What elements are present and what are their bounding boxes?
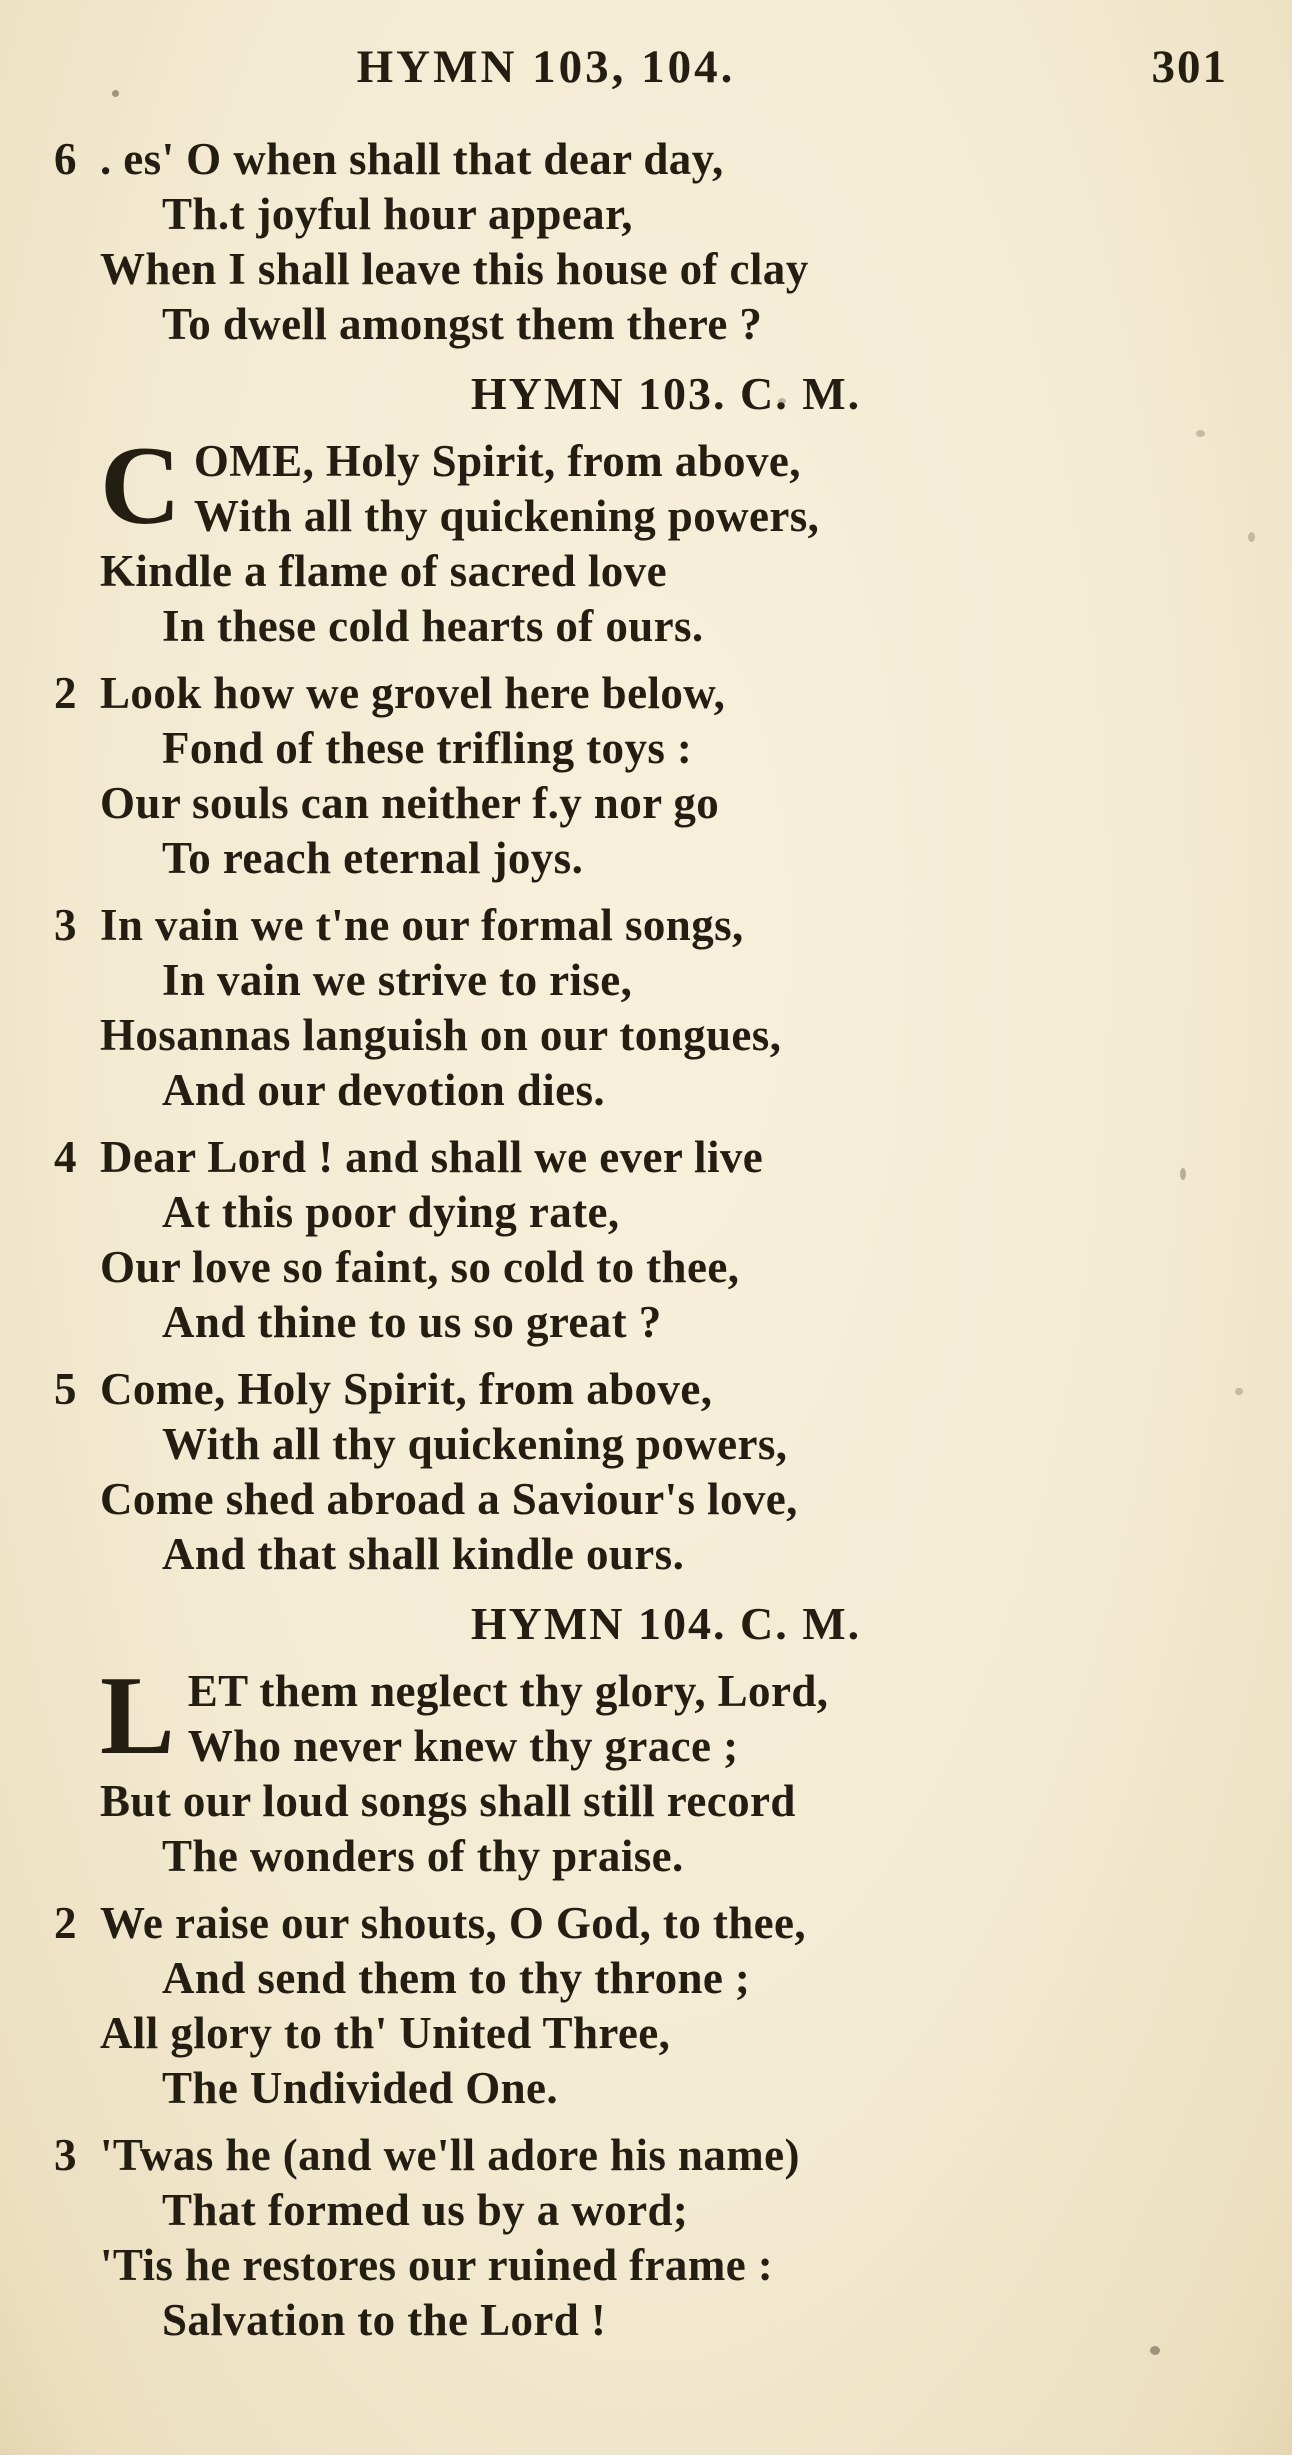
verse-line: The Undivided One. [162, 2063, 559, 2113]
scan-speck [1150, 2346, 1160, 2355]
verse-line: But our loud songs shall still record [100, 1776, 796, 1826]
hymn-text [0, 104, 1292, 2348]
verse-line: Hosannas languish on our tongues, [100, 1010, 782, 1060]
verse-line: Come shed abroad a Saviour's love, [100, 1474, 798, 1524]
verse-line: Kindle a flame of sacred love [100, 546, 667, 596]
verse-line: To dwell amongst them there ? [162, 299, 763, 349]
verse-line: Who never knew thy grace ; [187, 1721, 739, 1771]
verse-line: Th.t joyful hour appear, [162, 189, 633, 239]
page-number: 301 [1151, 41, 1228, 93]
stanza-body [100, 666, 1232, 886]
verse-line: Fond of these trifling toys : [162, 723, 693, 773]
stanza-number: 5 [54, 1364, 77, 1414]
stanza-number: 4 [54, 1132, 77, 1182]
stanza [100, 1654, 1232, 1884]
verse-line: And thine to us so great ? [162, 1297, 662, 1347]
verse-line: We raise our shouts, O God, to thee, [100, 1898, 807, 1948]
verse-line: And that shall kindle ours. [162, 1529, 685, 1579]
scan-speck [1180, 1168, 1186, 1180]
verse-line: . es' O when shall that dear day, [100, 134, 724, 184]
verse-line: To reach eternal joys. [162, 833, 584, 883]
drop-cap-letter: C [100, 424, 181, 548]
verse-line: In vain we strive to rise, [162, 955, 633, 1005]
verse-line: With all thy quickening powers, [193, 491, 820, 541]
verse-line: 'Tis he restores our ruined frame : [100, 2240, 774, 2290]
stanza-number: 2 [54, 668, 77, 718]
stanza-body [100, 1896, 1232, 2116]
verse-line: And send them to thy throne ; [162, 1953, 751, 2003]
stanza [54, 1130, 1232, 1350]
verse-line: At this poor dying rate, [162, 1187, 620, 1237]
verse-line: OME, Holy Spirit, from above, [193, 436, 801, 486]
verse-line: With all thy quickening powers, [162, 1419, 788, 1469]
stanza [54, 1362, 1232, 1582]
verse-line: When I shall leave this house of clay [100, 244, 809, 294]
verse-line: 'Twas he (and we'll adore his name) [100, 2130, 800, 2180]
verse-line: Salvation to the Lord ! [162, 2295, 607, 2345]
stanza-body [100, 424, 1232, 654]
hymn-heading: HYMN 103. C. M. [470, 368, 862, 419]
hymn-heading: HYMN 104. C. M. [470, 1598, 862, 1649]
verse-line: Our love so faint, so cold to thee, [100, 1242, 740, 1292]
scan-speck [1235, 1388, 1243, 1395]
stanza [54, 666, 1232, 886]
verse-line: Our souls can neither f.y nor go [100, 778, 720, 828]
scan-speck [112, 90, 119, 97]
stanza [54, 132, 1232, 352]
stanza [100, 424, 1232, 654]
stanza-number: 6 [54, 134, 77, 184]
stanza-number: 2 [54, 1898, 77, 1948]
scan-speck [1196, 430, 1205, 437]
verse-line: The wonders of thy praise. [162, 1831, 684, 1881]
scan-speck [778, 398, 786, 404]
verse-line: In vain we t'ne our formal songs, [100, 900, 744, 950]
drop-cap-letter: L [100, 1654, 175, 1778]
running-header [0, 0, 1292, 104]
stanza [54, 1896, 1232, 2116]
stanza-body [100, 1362, 1232, 1582]
scan-speck [1248, 532, 1255, 542]
verse-line: ET them neglect thy glory, Lord, [187, 1666, 829, 1716]
verse-line: Look how we grovel here below, [100, 668, 726, 718]
stanza [54, 2128, 1232, 2348]
stanza-body [100, 1130, 1232, 1350]
verse-line: Come, Holy Spirit, from above, [100, 1364, 713, 1414]
verse-line: That formed us by a word; [162, 2185, 689, 2235]
stanza-number: 3 [54, 2130, 77, 2180]
verse-line: And our devotion dies. [162, 1065, 606, 1115]
stanza-body [100, 2128, 1232, 2348]
stanza-body [100, 898, 1232, 1118]
verse-line: Dear Lord ! and shall we ever live [100, 1132, 764, 1182]
stanza [54, 898, 1232, 1118]
stanza-body [100, 132, 1232, 352]
stanza-body [100, 1654, 1232, 1884]
stanza-number: 3 [54, 900, 77, 950]
verse-line: In these cold hearts of ours. [162, 601, 704, 651]
running-title: HYMN 103, 104. [356, 41, 736, 93]
verse-line: All glory to th' United Three, [100, 2008, 671, 2058]
